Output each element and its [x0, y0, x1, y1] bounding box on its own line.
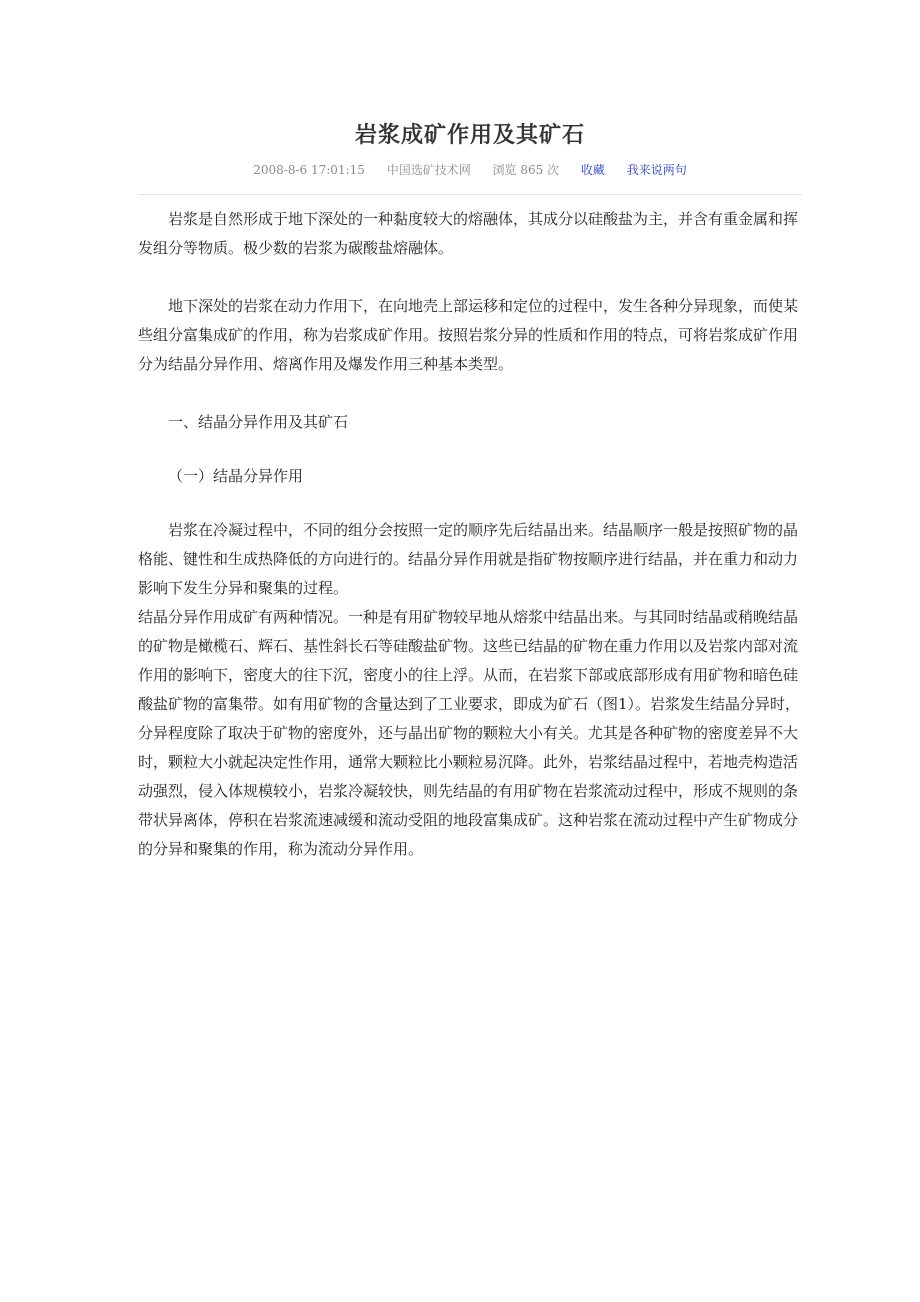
- section-heading: 一、结晶分异作用及其矿石: [168, 413, 349, 431]
- article-meta: [138, 160, 802, 180]
- article: [138, 118, 802, 864]
- article-title: 岩浆成矿作用及其矿石: [354, 122, 585, 148]
- source-name: 中国选矿技术网: [386, 163, 471, 177]
- paragraph: 岩浆在冷凝过程中，不同的组分会按照一定的顺序先后结晶出来。结晶顺序一般是按照矿物的晶格能、键性和生成热降低的方向进行的。结晶分异作用就是指矿物按顺序进行结晶，并在重力和动力影响下发生分异和聚集的过程。: [138, 521, 799, 597]
- view-count: 浏览 865 次: [492, 163, 560, 177]
- title-divider: [138, 194, 802, 195]
- paragraph: 岩浆是自然形成于地下深处的一种黏度较大的熔融体，其成分以硅酸盐为主，并含有重金属和挥发组分等物质。极少数的岩浆为碳酸盐熔融体。: [138, 210, 799, 257]
- paragraph: 结晶分异作用成矿有两种情况。一种是有用矿物较早地从熔浆中结晶出来。与其同时结晶或稍晚结晶的矿物是橄榄石、辉石、基性斜长石等硅酸盐矿物。这些已结晶的矿物在重力作用以及岩浆内部对流作用的影响下，密度大的往下沉，密度小的往上浮。从而，在岩浆下部或底部形成有用矿物和暗色硅酸盐矿物的富集带。如有用矿物的含量达到了工业要求，即成为矿石（图1）。岩浆发生结晶分异时，分异程度除了取决于矿物的密度外，还与晶出矿物的颗粒大小有关。尤其是各种矿物的密度差异不大时，颗粒大小就起决定性作用，通常大颗粒比小颗粒易沉降。此外，岩浆结晶过程中，若地壳构造活动强烈，侵入体规模较小，岩浆冷凝较快，则先结晶的有用矿物在岩浆流动过程中，形成不规则的条带状异离体，停积在岩浆流速减缓和流动受阻的地段富集成矿。这种岩浆在流动过程中产生矿物成分的分异和聚集的作用，称为流动分异作用。: [138, 608, 801, 858]
- article-body: [138, 205, 802, 864]
- comment-link[interactable]: 我来说两句: [626, 163, 687, 177]
- paragraph: 地下深处的岩浆在动力作用下，在向地壳上部运移和定位的过程中，发生各种分异现象，而使某些组分富集成矿的作用，称为岩浆成矿作用。按照岩浆分异的性质和作用的特点，可将岩浆成矿作用分为结晶分异作用、熔离作用及爆发作用三种基本类型。: [138, 297, 799, 373]
- subsection-heading: （一）结晶分异作用: [168, 467, 304, 485]
- publish-date: 2008-8-6 17:01:15: [253, 163, 365, 177]
- favorite-link[interactable]: 收藏: [580, 163, 605, 177]
